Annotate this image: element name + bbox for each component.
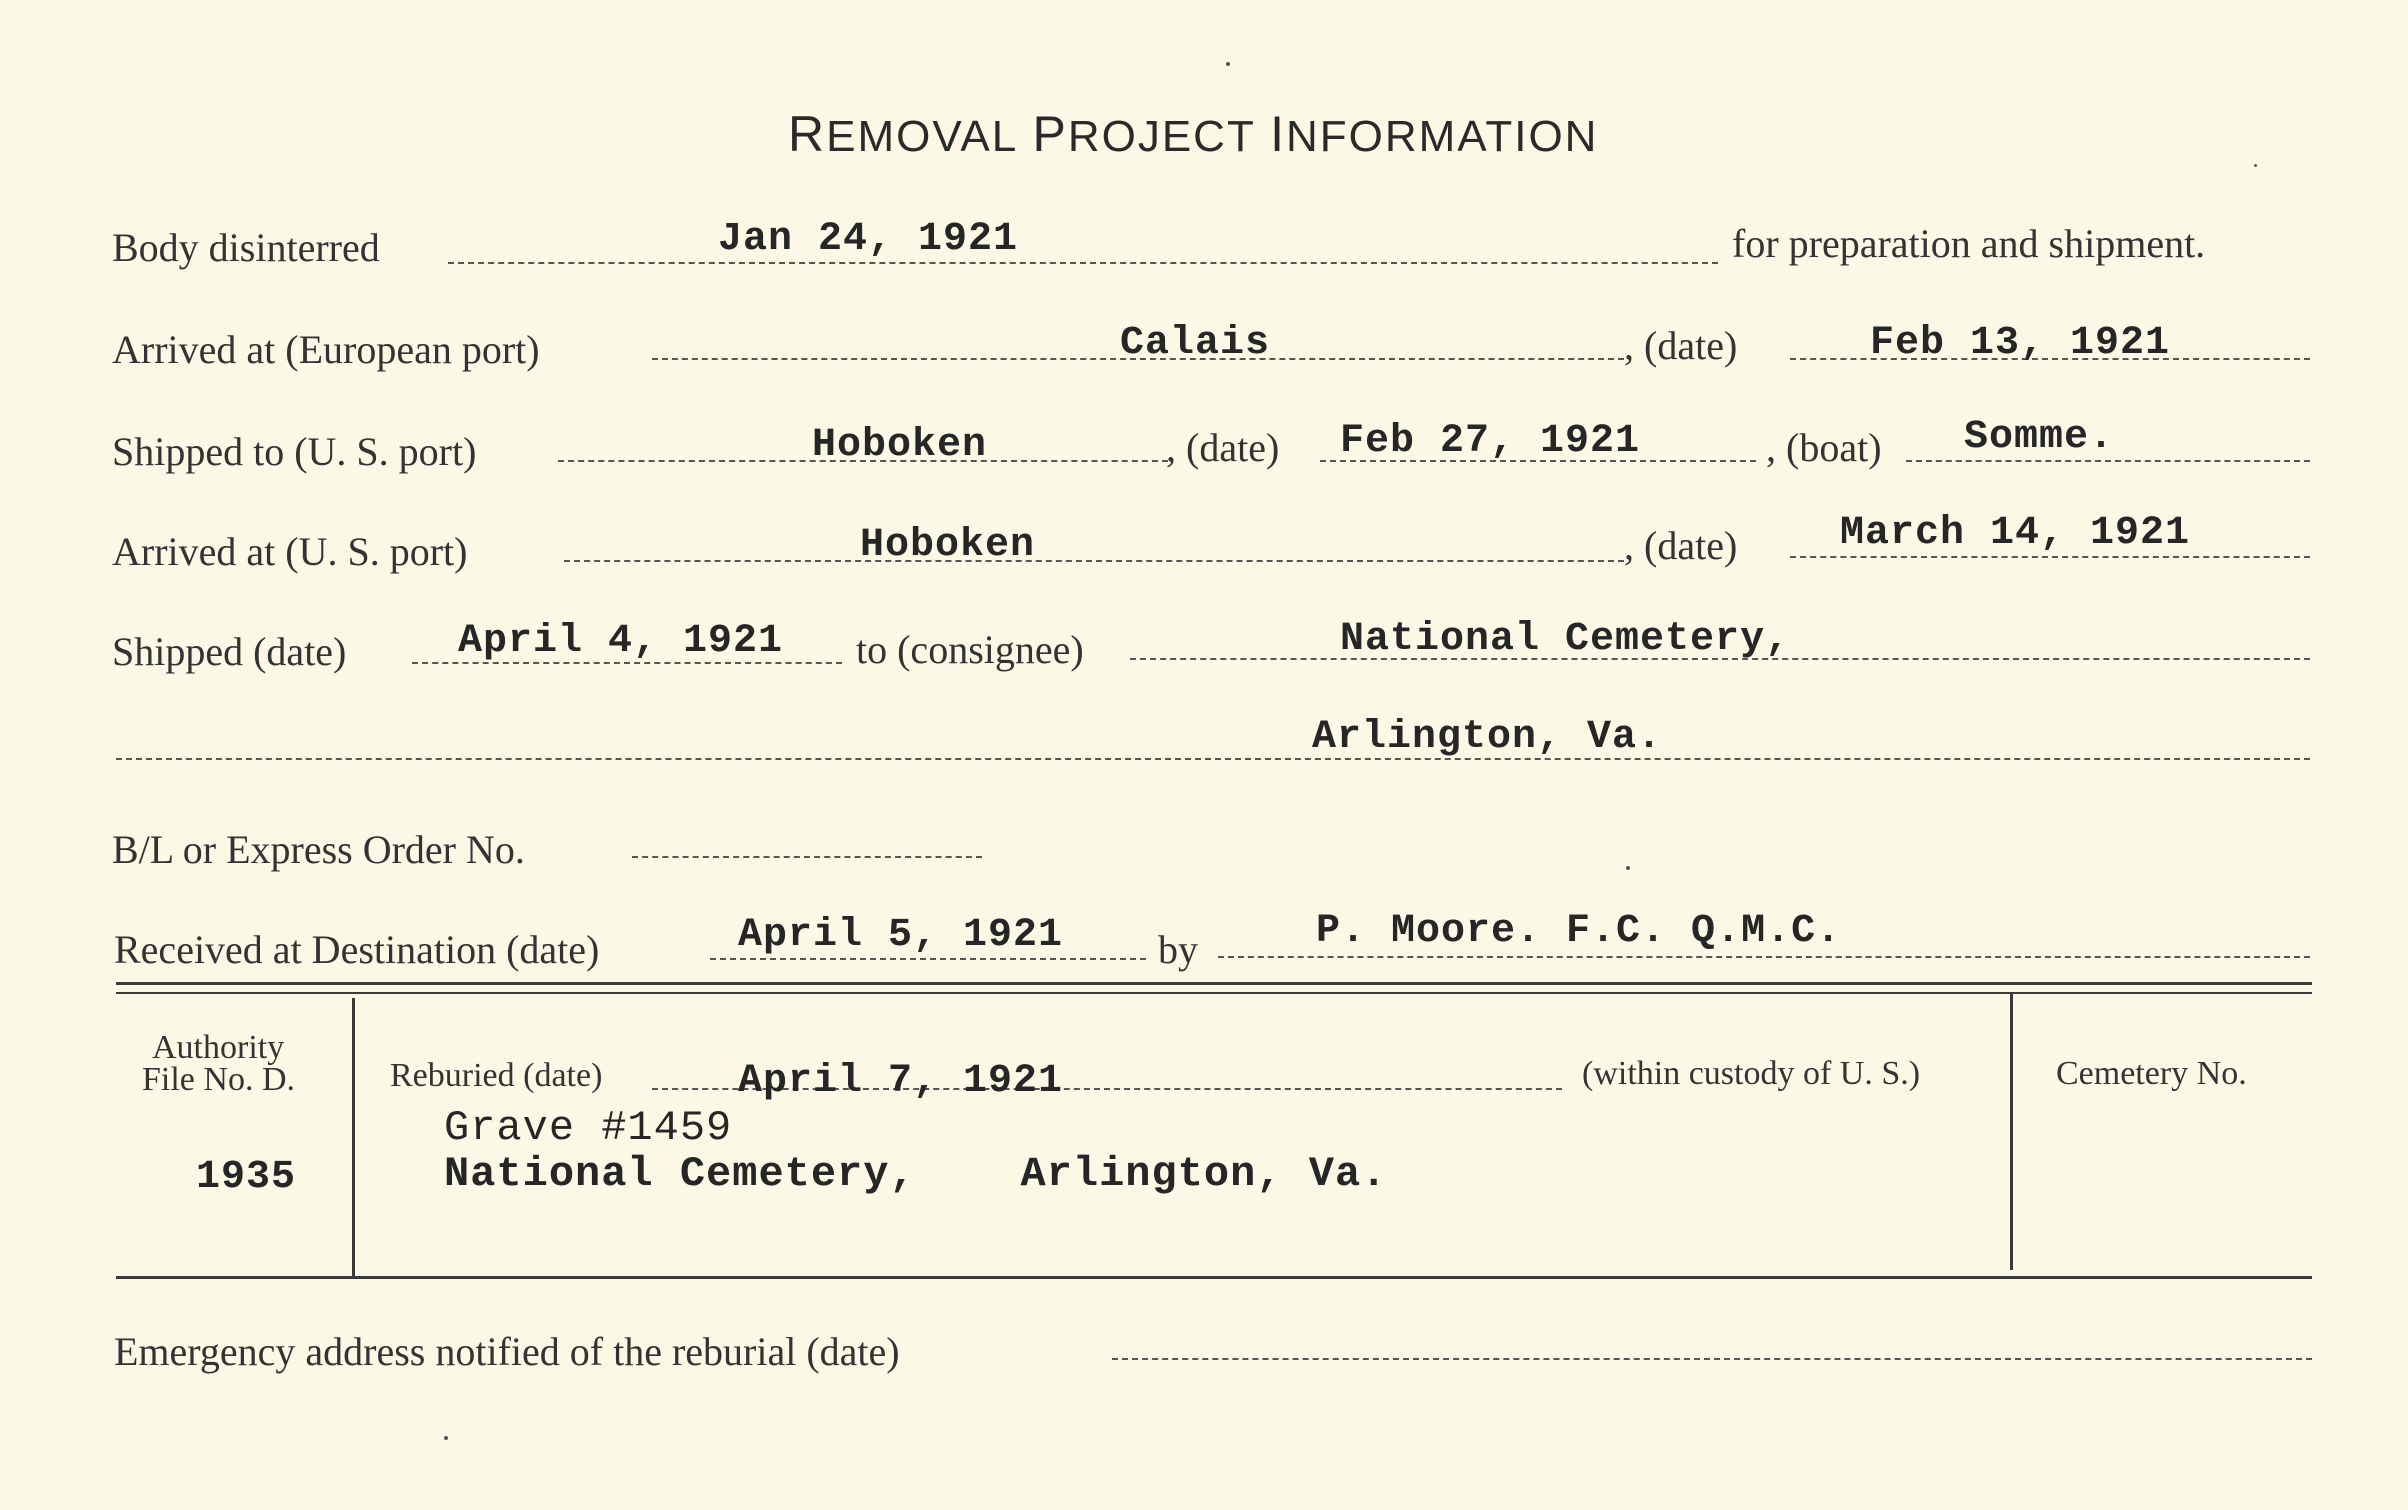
euro-date-value: Feb 13, 1921 [1870,321,2171,366]
disinterred-label: Body disinterred [112,225,380,270]
emergency-line [1112,1358,2312,1360]
grave-line: Grave #1459 [444,1104,733,1152]
by-label: by [1158,927,1198,972]
arrived-us-value: Hoboken [860,523,1036,568]
bl-line [632,856,982,858]
title-initial-p: P [1032,106,1068,162]
boat-value: Somme. [1964,415,2115,460]
shipped-date-value: Feb 27, 1921 [1340,419,1641,464]
boat-line [1906,460,2310,462]
shipped-value: April 4, 1921 [458,619,784,664]
authority-label-2: File No. D. [142,1061,295,1098]
emergency-label: Emergency address notified of the reburial (date) [114,1329,900,1374]
title-word-project: ROJECT [1067,112,1256,161]
shipped-label: Shipped (date) [112,629,347,674]
boat-label: , (boat) [1766,425,1882,470]
box-divider-right [2010,992,2013,1270]
arrived-us-label: Arrived at (U. S. port) [112,529,468,574]
shipped-us-value: Hoboken [812,423,988,468]
disinterred-value: Jan 24, 1921 [718,217,1019,262]
arrived-date-label: , (date) [1624,523,1738,568]
paper-speck [444,1436,448,1440]
authority-value: 1935 [196,1155,297,1200]
paper-speck [1226,62,1230,66]
by-line [1218,956,2310,958]
consignee-line-2 [116,758,2310,760]
title-initial-r: R [788,106,827,162]
euro-date-label: , (date) [1624,323,1738,368]
custody-label: (within custody of U. S.) [1582,1055,1921,1092]
title-word-removal: EMOVAL [826,112,1019,161]
box-bottom-rule [116,1276,2312,1279]
authority-label-1: Authority [152,1029,285,1066]
title-initial-i: I [1270,106,1286,162]
consignee-label: to (consignee) [856,627,1084,672]
shipped-us-label: Shipped to (U. S. port) [112,429,477,474]
arrived-date-value: March 14, 1921 [1840,511,2191,556]
paper-speck [2254,164,2257,167]
disinterred-line [448,262,1718,264]
location-line: National Cemetery, Arlington, Va. [444,1150,1388,1198]
consignee-value: National Cemetery, [1340,617,1791,662]
title-word-information: NFORMATION [1285,112,1599,161]
reburied-value: April 7, 1921 [738,1059,1064,1104]
euro-port-value: Calais [1120,321,1271,366]
bl-label: B/L or Express Order No. [112,827,525,872]
received-value: April 5, 1921 [738,913,1064,958]
euro-port-label: Arrived at (European port) [112,327,540,372]
reburied-label: Reburied (date) [390,1057,603,1094]
by-value: P. Moore. F.C. Q.M.C. [1316,909,1842,954]
paper-speck [1626,866,1630,870]
received-label: Received at Destination (date) [114,927,600,972]
arrived-us-line [564,560,1624,562]
box-top-rule-2 [116,992,2312,994]
disinterred-suffix: for preparation and shipment. [1732,221,2206,266]
shipped-date-label: , (date) [1166,425,1280,470]
consignee-value-2: Arlington, Va. [1312,715,1663,760]
box-divider-left [352,998,355,1276]
card-title [788,108,1598,163]
received-line [710,958,1146,960]
cemetery-label: Cemetery No. [2056,1055,2247,1092]
arrived-date-line [1790,556,2310,558]
box-top-rule [116,982,2312,985]
